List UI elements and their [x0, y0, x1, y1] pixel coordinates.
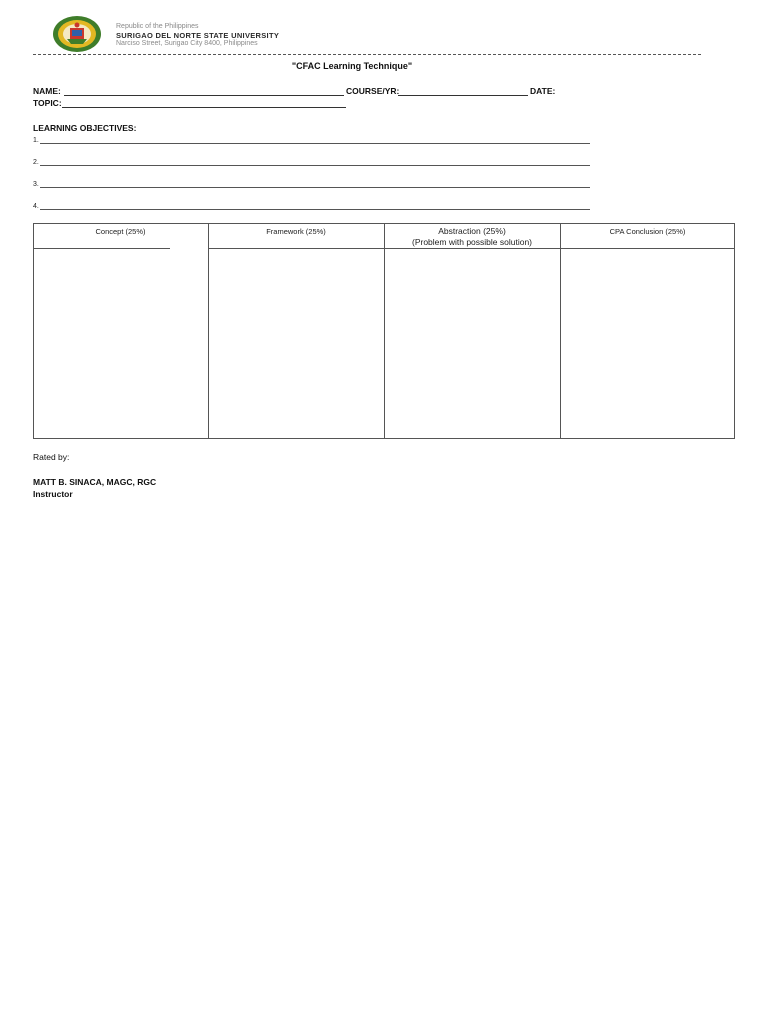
objective-number-4: 4.: [33, 203, 39, 210]
topic-field[interactable]: [62, 107, 346, 108]
abstraction-cell[interactable]: [385, 249, 560, 438]
document-title: "CFAC Learning Technique": [291, 61, 413, 71]
concept-cell[interactable]: [34, 249, 208, 438]
name-field[interactable]: [64, 95, 344, 96]
column-header-abstraction-sub: (Problem with possible solution): [412, 237, 532, 247]
objective-line-2[interactable]: [40, 165, 590, 166]
column-header-concept: Concept (25%): [95, 227, 146, 236]
column-header-abstraction: Abstraction (25%): [438, 226, 506, 236]
date-label: DATE:: [530, 86, 556, 96]
objective-line-4[interactable]: [40, 209, 590, 210]
objective-number-2: 2.: [33, 159, 39, 166]
university-seal-logo: [52, 15, 102, 53]
column-header-cpa-conclusion: CPA Conclusion (25%): [609, 227, 686, 236]
rated-by-label: Rated by:: [33, 452, 70, 462]
learning-objectives-heading: LEARNING OBJECTIVES:: [33, 123, 137, 133]
instructor-title: Instructor: [33, 489, 73, 499]
objective-number-1: 1.: [33, 137, 39, 144]
name-label: NAME:: [33, 86, 61, 96]
university-name: SURIGAO DEL NORTE STATE UNIVERSITY: [116, 31, 280, 40]
republic-text: Republic of the Philippines: [116, 23, 199, 30]
university-address: Narciso Street, Surigao City 8400, Philippines: [116, 40, 258, 47]
instructor-name: MATT B. SINACA, MAGC, RGC: [33, 477, 157, 487]
course-field[interactable]: [398, 95, 528, 96]
header-divider: [33, 54, 701, 55]
framework-cell[interactable]: [209, 249, 384, 438]
objective-line-3[interactable]: [40, 187, 590, 188]
objective-number-3: 3.: [33, 181, 39, 188]
course-label: COURSE/YR:: [346, 86, 400, 96]
column-header-framework: Framework (25%): [266, 227, 326, 236]
cpa-conclusion-cell[interactable]: [561, 249, 734, 438]
objective-line-1[interactable]: [40, 143, 590, 144]
topic-label: TOPIC:: [33, 98, 62, 108]
